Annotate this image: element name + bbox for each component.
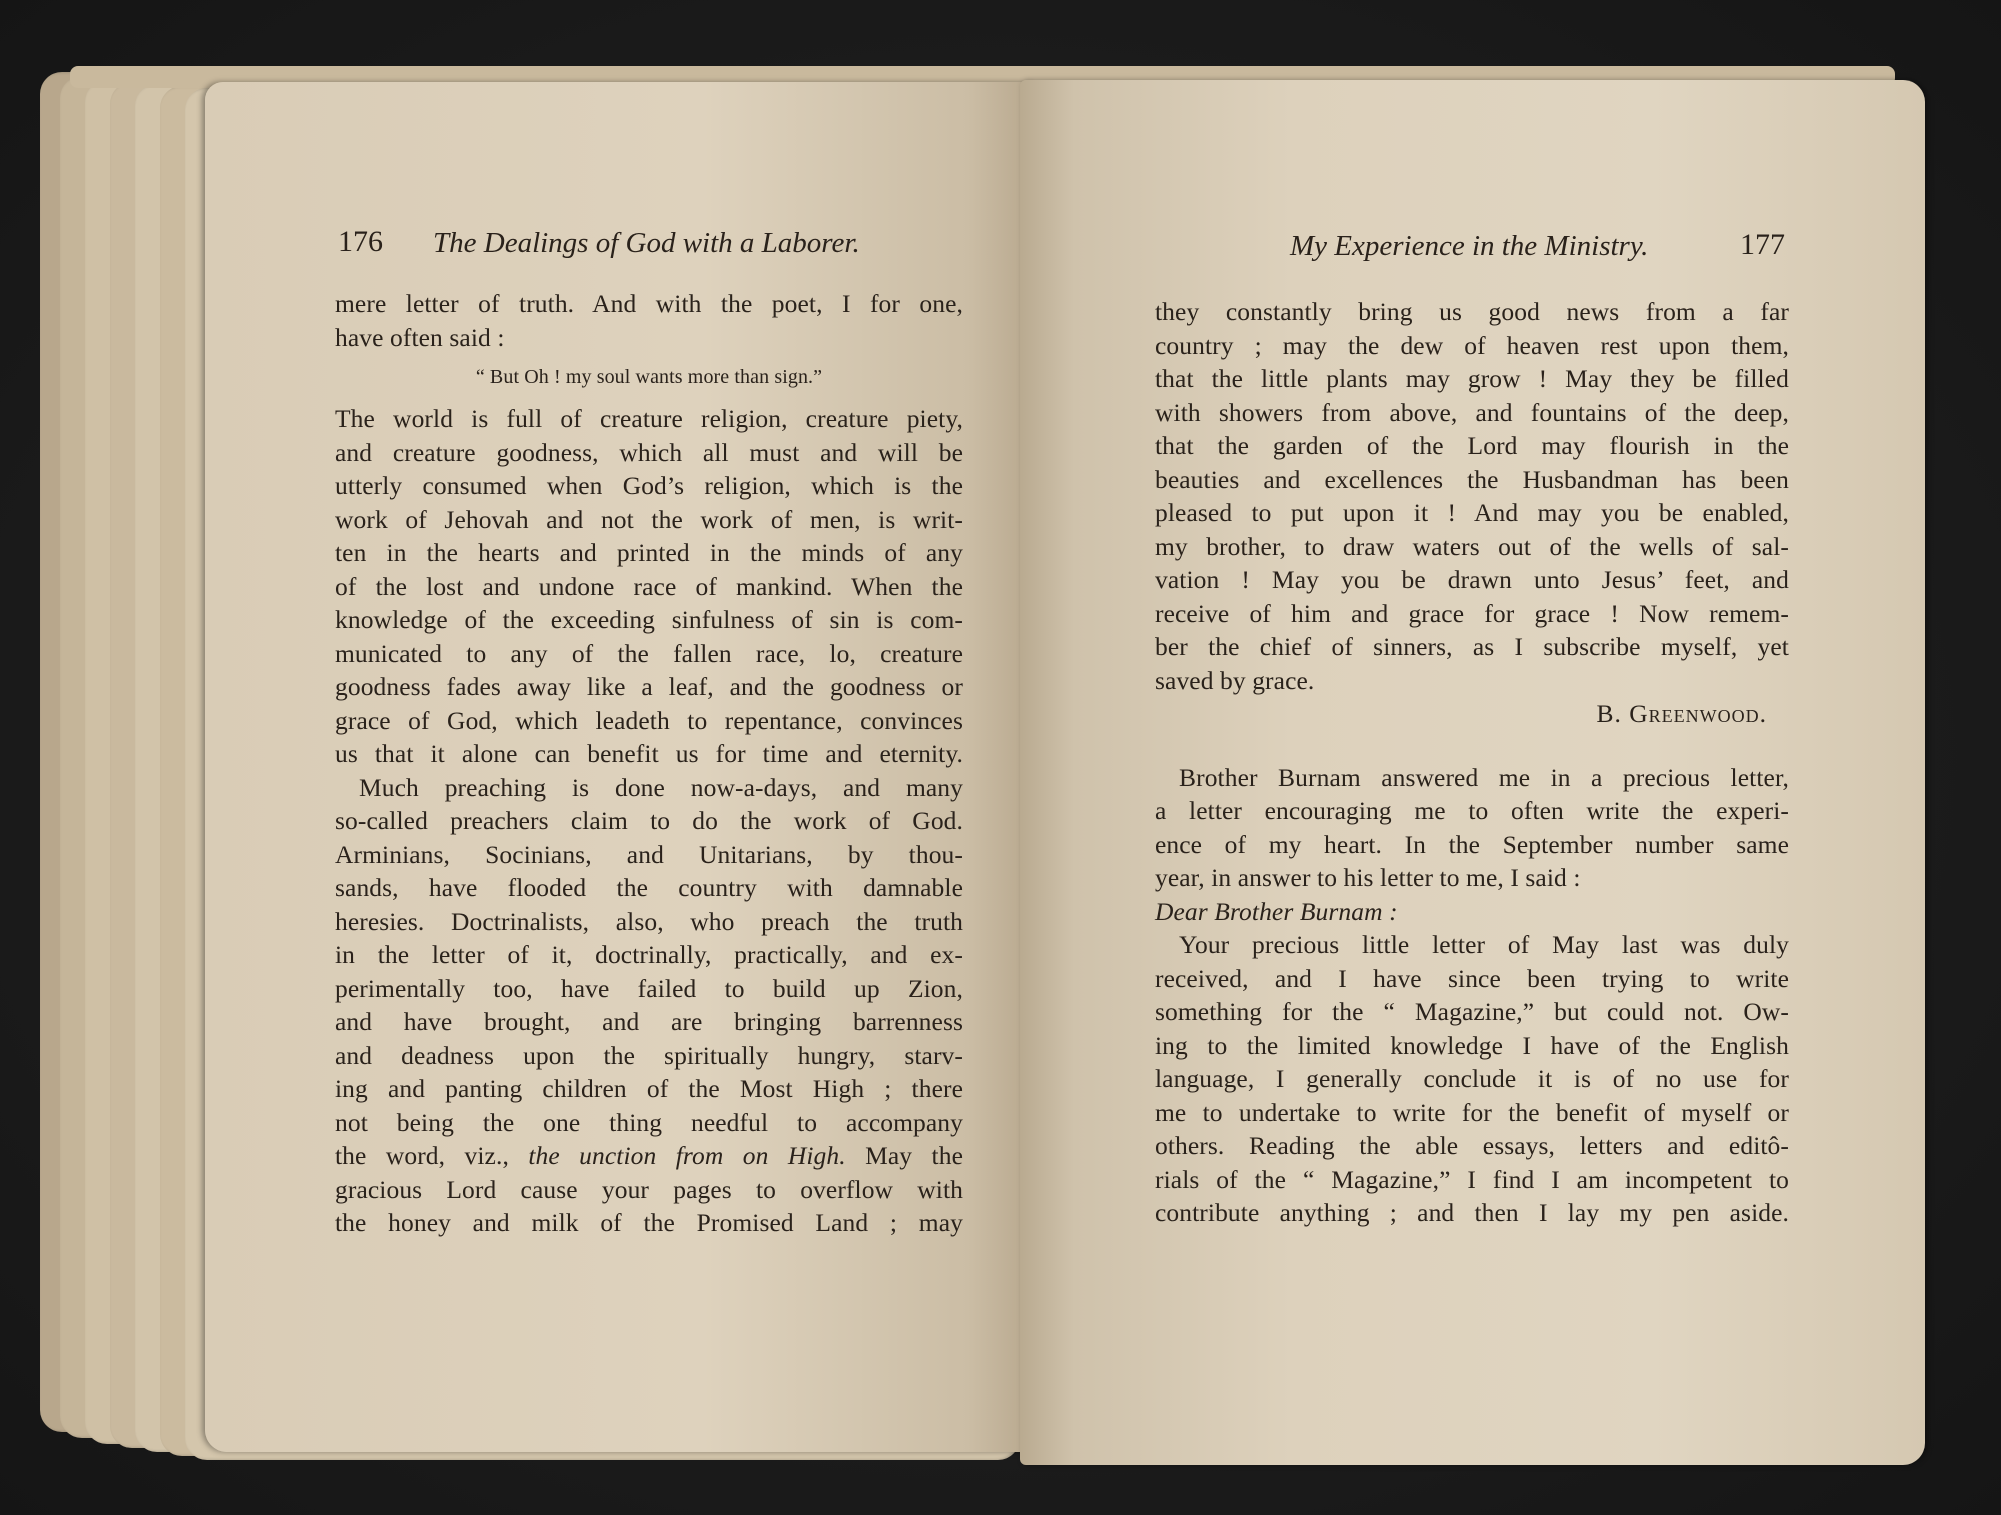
text-line: with showers from above, and fountains of the deep, [1155,397,1789,427]
left-running-title: The Dealings of God with a Laborer. [433,227,860,259]
text-line: a letter encouraging me to often write the experi- [1155,796,1789,825]
left-page-number: 176 [338,225,383,258]
text-line: perimentally too, have failed to build up Zion, [335,973,963,1003]
text-line: gracious Lord cause your pages to overflow with [335,1174,963,1204]
text-line: and creature goodness, which all must and will be [335,437,963,467]
text-line: receive of him and grace for grace ! Now remem- [1155,598,1789,628]
text-line: and have brought, and are bringing barrenness [335,1007,963,1036]
text-line: goodness fades away like a leaf, and the goodness or [335,672,963,701]
text-line: that the little plants may grow ! May they be filled [1155,364,1789,393]
text-line: The world is full of creature religion, creature piety, [335,404,963,433]
text-line: grace of God, which leadeth to repentance, convinces [335,705,963,735]
text-line: they constantly bring us good news from a far [1155,297,1789,326]
right-running-title: My Experience in the Ministry. [1290,230,1649,262]
text-line: country ; may the dew of heaven rest upon them, [1155,330,1789,360]
text-line: ing to the limited knowledge I have of the English [1155,1030,1789,1060]
text-line: and deadness upon the spiritually hungry, starv- [335,1040,963,1070]
text-line: year, in answer to his letter to me, I said : [1155,863,1581,892]
text-line: the honey and milk of the Promised Land ; may [335,1208,963,1237]
right-page [1020,80,1925,1465]
text-line: ence of my heart. In the September number same [1155,829,1789,859]
text-line: of the lost and undone race of mankind. When the [335,571,963,601]
left-page-body [335,287,963,1240]
text-line: have often said : [335,322,505,352]
text-line: beauties and excellences the Husbandman has been [1155,464,1789,494]
right-page-body [1155,295,1789,1230]
text-line: Arminians, Socinians, and Unitarians, by thou- [335,839,963,869]
text-line: work of Jehovah and not the work of men, is writ- [335,504,963,534]
epigraph-quote: “ But Oh ! my soul wants more than sign.” [475,366,823,388]
text-line: something for the “ Magazine,” but could not. Ow- [1155,997,1789,1026]
spacer [1155,731,1789,761]
text-line: Brother Burnam answered me in a precious letter, [1179,762,1789,792]
text-line: ber the chief of sinners, as I subscribe myself, yet [1155,632,1789,661]
text-line: my brother, to draw waters out of the wells of sal- [1155,531,1789,561]
text-line: in the letter of it, doctrinally, practically, and ex- [335,940,963,969]
text-line: vation ! May you be drawn unto Jesus’ feet, and [1155,565,1789,594]
text-line: municated to any of the fallen race, lo, creature [335,638,963,668]
text-line: others. Reading the able essays, letters and editô- [1155,1131,1789,1160]
text-line: language, I generally conclude it is of no use for [1155,1064,1789,1093]
text-line: received, and I have since been trying to write [1155,963,1789,993]
text-line: ing and panting children of the Most High ; there [335,1074,963,1103]
text-line: Much preaching is done now-a-days, and many [359,772,963,802]
text-span: May the [845,1141,963,1170]
text-line: utterly consumed when God’s religion, which is the [335,471,963,500]
text-line: us that it alone can benefit us for time and eternity. [335,739,963,768]
text-line: heresies. Doctrinalists, also, who preach the truth [335,906,963,936]
right-page-number: 177 [1740,228,1785,261]
text-span: the word, viz., [335,1141,529,1170]
text-line: saved by grace. [1155,665,1315,695]
salutation: Dear Brother Burnam : [1155,896,1398,926]
text-line: pleased to put upon it ! And may you be enabled, [1155,498,1789,527]
text-line: ten in the hearts and printed in the minds of any [335,538,963,567]
text-line: contribute anything ; and then I lay my pen aside. [1155,1198,1789,1227]
left-page [205,82,1035,1452]
text-line: that the garden of the Lord may flourish in the [1155,431,1789,460]
text-line: so-called preachers claim to do the work of God. [335,806,963,835]
text-line: sands, have flooded the country with damnable [335,873,963,902]
text-line: rials of the “ Magazine,” I find I am incompetent to [1155,1164,1789,1194]
text-line: not being the one thing needful to accompany [335,1107,963,1137]
text-line-italic [335,1139,963,1173]
signature: B. Greenwood. [1596,699,1767,728]
text-line: mere letter of truth. And with the poet, I for one, [335,289,963,318]
text-line: knowledge of the exceeding sinfulness of sin is com- [335,605,963,634]
italic-phrase: the unction from on High. [528,1141,846,1170]
text-line: Your precious little letter of May last was duly [1179,930,1789,959]
text-line: me to undertake to write for the benefit of myself or [1155,1097,1789,1127]
